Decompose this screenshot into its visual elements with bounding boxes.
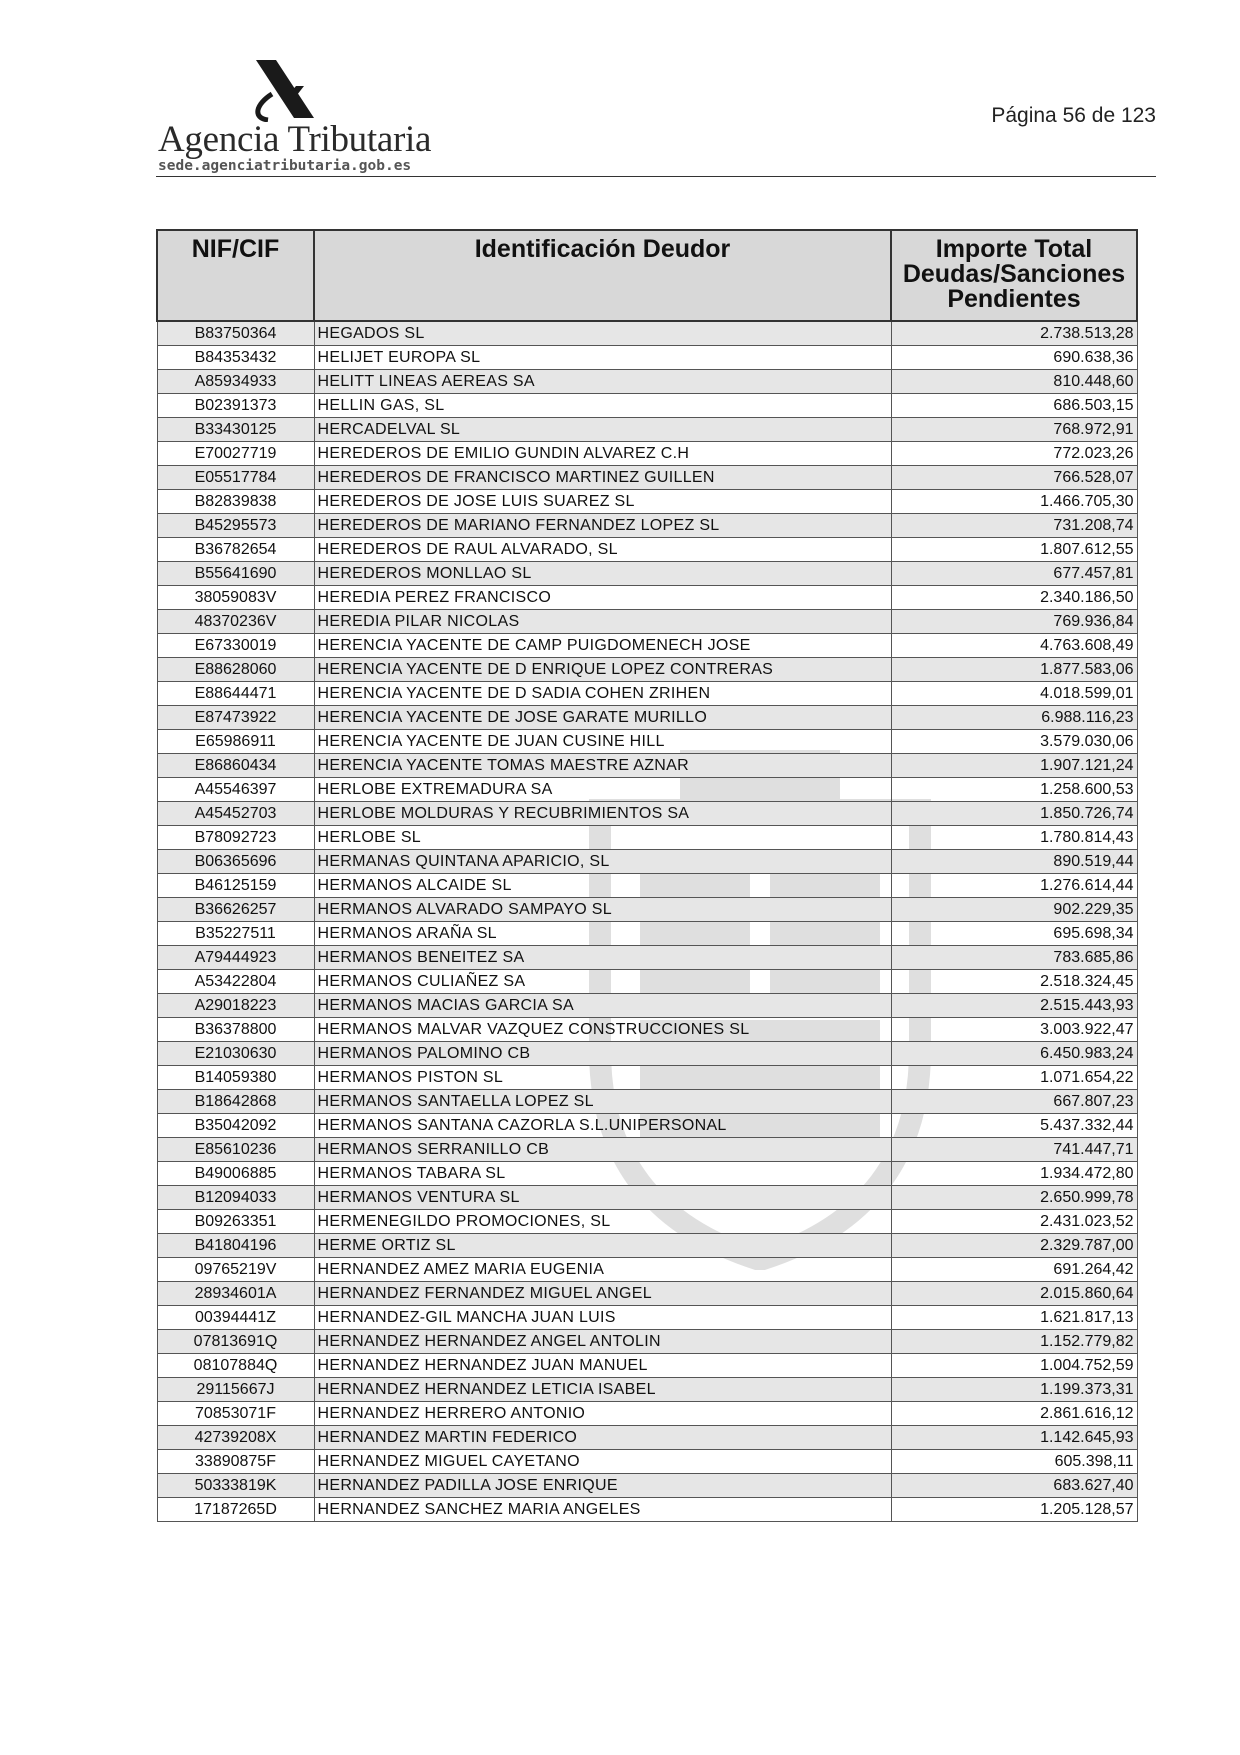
table-row [157, 634, 1137, 658]
debtor-name: HEREDIA PILAR NICOLAS [314, 610, 891, 634]
debtor-nif: B83750364 [157, 321, 314, 346]
table-row [157, 970, 1137, 994]
debtor-amount: 2.329.787,00 [891, 1234, 1137, 1258]
debtor-name: HERENCIA YACENTE TOMAS MAESTRE AZNAR [314, 754, 891, 778]
column-header-amount: Importe Total Deudas/Sanciones Pendientes [891, 230, 1137, 321]
debtor-name: HEREDEROS MONLLAO SL [314, 562, 891, 586]
debtor-name: HERENCIA YACENTE DE CAMP PUIGDOMENECH JOSE [314, 634, 891, 658]
debtor-nif: 08107884Q [157, 1354, 314, 1378]
debtor-amount: 810.448,60 [891, 370, 1137, 394]
debtor-name: HELITT LINEAS AEREAS SA [314, 370, 891, 394]
debtor-amount: 2.515.443,93 [891, 994, 1137, 1018]
debtor-amount: 6.450.983,24 [891, 1042, 1137, 1066]
table-row [157, 562, 1137, 586]
table-row [157, 466, 1137, 490]
debtor-nif: A53422804 [157, 970, 314, 994]
table-body [157, 321, 1137, 1522]
debtor-name: HERLOBE SL [314, 826, 891, 850]
debtor-nif: E05517784 [157, 466, 314, 490]
debtor-nif: B36626257 [157, 898, 314, 922]
debtor-name: HERNANDEZ MIGUEL CAYETANO [314, 1450, 891, 1474]
debtor-name: HERMANOS TABARA SL [314, 1162, 891, 1186]
debtor-amount: 1.850.726,74 [891, 802, 1137, 826]
debtor-name: HERNANDEZ-GIL MANCHA JUAN LUIS [314, 1306, 891, 1330]
debtor-name: HEREDEROS DE FRANCISCO MARTINEZ GUILLEN [314, 466, 891, 490]
debtor-amount: 2.015.860,64 [891, 1282, 1137, 1306]
debtor-amount: 3.579.030,06 [891, 730, 1137, 754]
agency-emblem-icon [246, 60, 318, 122]
agency-name: Agencia Tributaria [158, 119, 432, 160]
debtor-name: HERMANOS SANTAELLA LOPEZ SL [314, 1090, 891, 1114]
debtor-nif: 33890875F [157, 1450, 314, 1474]
debtor-amount: 1.466.705,30 [891, 490, 1137, 514]
table-row [157, 1210, 1137, 1234]
debtor-name: HEREDEROS DE RAUL ALVARADO, SL [314, 538, 891, 562]
debtor-name: HERENCIA YACENTE DE JOSE GARATE MURILLO [314, 706, 891, 730]
debtor-amount: 1.877.583,06 [891, 658, 1137, 682]
debtor-name: HERMENEGILDO PROMOCIONES, SL [314, 1210, 891, 1234]
debtor-amount: 1.152.779,82 [891, 1330, 1137, 1354]
debtor-name: HERENCIA YACENTE DE D SADIA COHEN ZRIHEN [314, 682, 891, 706]
debtor-nif: A79444923 [157, 946, 314, 970]
debtor-amount: 1.205.128,57 [891, 1498, 1137, 1522]
debtor-name: HERCADELVAL SL [314, 418, 891, 442]
debtor-amount: 605.398,11 [891, 1450, 1137, 1474]
table-row [157, 1306, 1137, 1330]
table-row [157, 1330, 1137, 1354]
table-header-row [157, 230, 1137, 321]
debtor-name: HERLOBE EXTREMADURA SA [314, 778, 891, 802]
debtor-name: HERNANDEZ HERNANDEZ ANGEL ANTOLIN [314, 1330, 891, 1354]
table-row [157, 538, 1137, 562]
debtor-nif: 28934601A [157, 1282, 314, 1306]
debtor-name: HERNANDEZ PADILLA JOSE ENRIQUE [314, 1474, 891, 1498]
debtor-name: HEREDIA PEREZ FRANCISCO [314, 586, 891, 610]
debtor-nif: 70853071F [157, 1402, 314, 1426]
debtor-name: HERNANDEZ MARTIN FEDERICO [314, 1426, 891, 1450]
table-row [157, 586, 1137, 610]
table-row [157, 1402, 1137, 1426]
debtor-amount: 2.650.999,78 [891, 1186, 1137, 1210]
debtor-name: HERMANOS PISTON SL [314, 1066, 891, 1090]
debtor-name: HERMANOS SERRANILLO CB [314, 1138, 891, 1162]
table-row [157, 1138, 1137, 1162]
debtor-name: HELLIN GAS, SL [314, 394, 891, 418]
table-row [157, 1042, 1137, 1066]
debtor-amount: 3.003.922,47 [891, 1018, 1137, 1042]
debtor-amount: 741.447,71 [891, 1138, 1137, 1162]
debtor-nif: B55641690 [157, 562, 314, 586]
table-row [157, 1234, 1137, 1258]
table-row [157, 922, 1137, 946]
table-row [157, 1018, 1137, 1042]
header-divider [156, 176, 1156, 177]
debtor-nif: E21030630 [157, 1042, 314, 1066]
debtor-amount: 2.518.324,45 [891, 970, 1137, 994]
agency-url: sede.agenciatributaria.gob.es [158, 158, 412, 174]
table-row [157, 490, 1137, 514]
debtor-name: HERMANOS MACIAS GARCIA SA [314, 994, 891, 1018]
debtor-nif: B35227511 [157, 922, 314, 946]
table-row [157, 754, 1137, 778]
debtor-nif: B49006885 [157, 1162, 314, 1186]
table-row [157, 778, 1137, 802]
table-row [157, 682, 1137, 706]
debtor-amount: 890.519,44 [891, 850, 1137, 874]
debtor-nif: A29018223 [157, 994, 314, 1018]
debtor-nif: E86860434 [157, 754, 314, 778]
debtors-table [156, 229, 1138, 1522]
debtor-name: HEREDEROS DE MARIANO FERNANDEZ LOPEZ SL [314, 514, 891, 538]
table-row [157, 874, 1137, 898]
table-row [157, 610, 1137, 634]
debtor-name: HERMANOS PALOMINO CB [314, 1042, 891, 1066]
debtor-name: HERENCIA YACENTE DE JUAN CUSINE HILL [314, 730, 891, 754]
debtor-name: HERNANDEZ HERNANDEZ JUAN MANUEL [314, 1354, 891, 1378]
debtor-nif: B18642868 [157, 1090, 314, 1114]
table-row [157, 370, 1137, 394]
debtor-nif: B02391373 [157, 394, 314, 418]
table-row [157, 994, 1137, 1018]
debtor-amount: 1.199.373,31 [891, 1378, 1137, 1402]
debtor-amount: 677.457,81 [891, 562, 1137, 586]
debtor-name: HERMANOS VENTURA SL [314, 1186, 891, 1210]
table-row [157, 1378, 1137, 1402]
table-row [157, 850, 1137, 874]
debtor-nif: 38059083V [157, 586, 314, 610]
table-row [157, 802, 1137, 826]
debtor-amount: 667.807,23 [891, 1090, 1137, 1114]
table-row [157, 946, 1137, 970]
debtor-nif: B78092723 [157, 826, 314, 850]
debtor-amount: 1.276.614,44 [891, 874, 1137, 898]
table-row [157, 1114, 1137, 1138]
debtor-name: HERMANAS QUINTANA APARICIO, SL [314, 850, 891, 874]
agency-logo [158, 60, 432, 180]
debtor-nif: B06365696 [157, 850, 314, 874]
table-row [157, 442, 1137, 466]
table-row [157, 1258, 1137, 1282]
table-row [157, 321, 1137, 346]
debtor-nif: B14059380 [157, 1066, 314, 1090]
debtor-amount: 731.208,74 [891, 514, 1137, 538]
debtor-nif: A85934933 [157, 370, 314, 394]
debtor-amount: 691.264,42 [891, 1258, 1137, 1282]
debtor-nif: 00394441Z [157, 1306, 314, 1330]
debtor-name: HERNANDEZ HERNANDEZ LETICIA ISABEL [314, 1378, 891, 1402]
debtor-amount: 1.004.752,59 [891, 1354, 1137, 1378]
debtor-name: HERMANOS MALVAR VAZQUEZ CONSTRUCCIONES SL [314, 1018, 891, 1042]
table-row [157, 1282, 1137, 1306]
debtor-name: HERMANOS ALCAIDE SL [314, 874, 891, 898]
debtor-nif: 09765219V [157, 1258, 314, 1282]
debtor-amount: 783.685,86 [891, 946, 1137, 970]
debtor-amount: 1.934.472,80 [891, 1162, 1137, 1186]
debtor-nif: 42739208X [157, 1426, 314, 1450]
table-row [157, 1450, 1137, 1474]
debtor-amount: 686.503,15 [891, 394, 1137, 418]
table-row [157, 1066, 1137, 1090]
debtor-nif: E65986911 [157, 730, 314, 754]
debtor-amount: 766.528,07 [891, 466, 1137, 490]
debtor-name: HERNANDEZ HERRERO ANTONIO [314, 1402, 891, 1426]
table-row [157, 1186, 1137, 1210]
table-row [157, 898, 1137, 922]
debtor-amount: 2.340.186,50 [891, 586, 1137, 610]
debtor-name: HERMANOS SANTANA CAZORLA S.L.UNIPERSONAL [314, 1114, 891, 1138]
debtor-nif: A45452703 [157, 802, 314, 826]
debtor-amount: 4.763.608,49 [891, 634, 1137, 658]
debtor-nif: B12094033 [157, 1186, 314, 1210]
column-header-nif: NIF/CIF [157, 230, 314, 321]
debtor-nif: B36782654 [157, 538, 314, 562]
table-row [157, 1090, 1137, 1114]
debtor-nif: E85610236 [157, 1138, 314, 1162]
debtor-amount: 1.807.612,55 [891, 538, 1137, 562]
table-row [157, 1474, 1137, 1498]
debtor-amount: 772.023,26 [891, 442, 1137, 466]
debtor-amount: 2.431.023,52 [891, 1210, 1137, 1234]
debtor-nif: B35042092 [157, 1114, 314, 1138]
table-row [157, 826, 1137, 850]
debtor-amount: 1.071.654,22 [891, 1066, 1137, 1090]
debtor-name: HERNANDEZ AMEZ MARIA EUGENIA [314, 1258, 891, 1282]
debtor-amount: 1.780.814,43 [891, 826, 1137, 850]
debtor-name: HERNANDEZ SANCHEZ MARIA ANGELES [314, 1498, 891, 1522]
debtor-amount: 769.936,84 [891, 610, 1137, 634]
debtor-amount: 5.437.332,44 [891, 1114, 1137, 1138]
debtor-amount: 4.018.599,01 [891, 682, 1137, 706]
debtor-amount: 1.142.645,93 [891, 1426, 1137, 1450]
table-row [157, 394, 1137, 418]
table-row [157, 658, 1137, 682]
debtor-nif: E88644471 [157, 682, 314, 706]
debtor-nif: E70027719 [157, 442, 314, 466]
debtor-amount: 695.698,34 [891, 922, 1137, 946]
debtor-nif: 17187265D [157, 1498, 314, 1522]
debtor-amount: 690.638,36 [891, 346, 1137, 370]
debtor-name: HERNANDEZ FERNANDEZ MIGUEL ANGEL [314, 1282, 891, 1306]
debtor-nif: B82839838 [157, 490, 314, 514]
debtor-nif: E87473922 [157, 706, 314, 730]
table-row [157, 514, 1137, 538]
debtor-amount: 2.861.616,12 [891, 1402, 1137, 1426]
debtor-name: HERENCIA YACENTE DE D ENRIQUE LOPEZ CONTRERAS [314, 658, 891, 682]
table-row [157, 346, 1137, 370]
debtor-amount: 768.972,91 [891, 418, 1137, 442]
debtor-nif: 29115667J [157, 1378, 314, 1402]
debtor-nif: B33430125 [157, 418, 314, 442]
page-number: Página 56 de 123 [991, 104, 1156, 127]
table-row [157, 1162, 1137, 1186]
debtor-amount: 1.621.817,13 [891, 1306, 1137, 1330]
debtor-amount: 683.627,40 [891, 1474, 1137, 1498]
debtor-name: HELIJET EUROPA SL [314, 346, 891, 370]
debtor-nif: A45546397 [157, 778, 314, 802]
debtor-nif: 50333819K [157, 1474, 314, 1498]
table-row [157, 1426, 1137, 1450]
debtor-name: HERMANOS CULIAÑEZ SA [314, 970, 891, 994]
debtor-nif: B45295573 [157, 514, 314, 538]
table-row [157, 1354, 1137, 1378]
debtor-amount: 902.229,35 [891, 898, 1137, 922]
debtor-nif: B46125159 [157, 874, 314, 898]
debtor-amount: 1.258.600,53 [891, 778, 1137, 802]
debtor-name: HERMANOS BENEITEZ SA [314, 946, 891, 970]
debtor-nif: 07813691Q [157, 1330, 314, 1354]
table-row [157, 418, 1137, 442]
debtor-nif: 48370236V [157, 610, 314, 634]
table-row [157, 706, 1137, 730]
debtor-name: HERLOBE MOLDURAS Y RECUBRIMIENTOS SA [314, 802, 891, 826]
debtor-name: HERMANOS ALVARADO SAMPAYO SL [314, 898, 891, 922]
debtor-nif: E67330019 [157, 634, 314, 658]
debtor-nif: B36378800 [157, 1018, 314, 1042]
table-row [157, 730, 1137, 754]
debtor-name: HEGADOS SL [314, 321, 891, 346]
debtor-name: HERMANOS ARAÑA SL [314, 922, 891, 946]
debtor-amount: 2.738.513,28 [891, 321, 1137, 346]
table-row [157, 1498, 1137, 1522]
debtor-amount: 6.988.116,23 [891, 706, 1137, 730]
debtor-nif: E88628060 [157, 658, 314, 682]
debtor-name: HEREDEROS DE EMILIO GUNDIN ALVAREZ C.H [314, 442, 891, 466]
debtor-name: HEREDEROS DE JOSE LUIS SUAREZ SL [314, 490, 891, 514]
debtor-nif: B41804196 [157, 1234, 314, 1258]
debtor-amount: 1.907.121,24 [891, 754, 1137, 778]
debtor-nif: B84353432 [157, 346, 314, 370]
debtor-name: HERME ORTIZ SL [314, 1234, 891, 1258]
column-header-debtor: Identificación Deudor [314, 230, 891, 321]
debtor-nif: B09263351 [157, 1210, 314, 1234]
